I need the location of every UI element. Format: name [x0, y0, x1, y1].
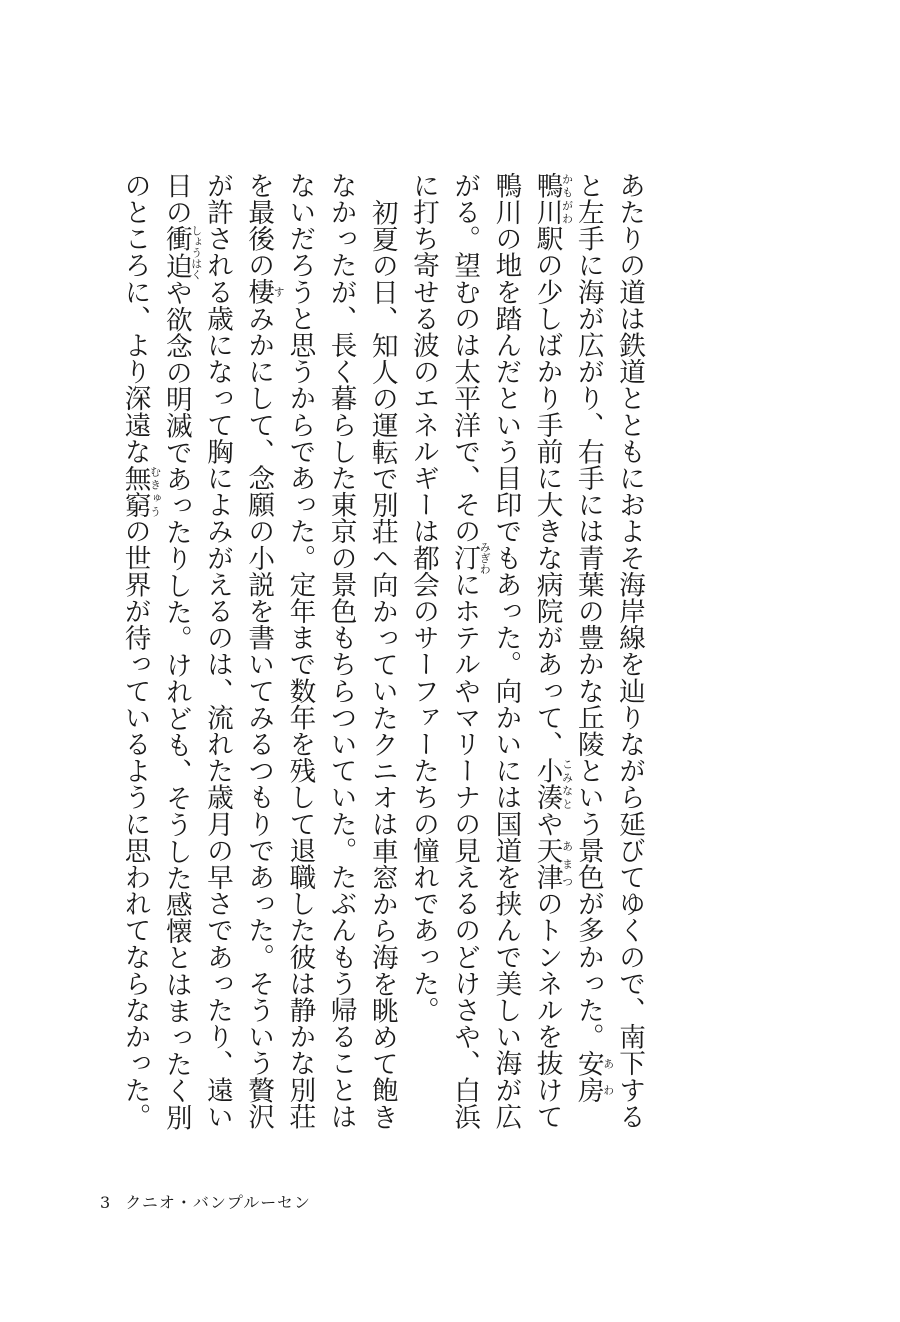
text-run: みかにして、念願の小説を書いてみるつもりであった。そういう贅沢が許される歳になって胸によみがえるのは、流れた歳月の早さであったり、遠い日の: [160, 172, 275, 1130]
ruby-base: 汀: [449, 541, 481, 575]
paragraph: [403, 172, 650, 1132]
text-run: の世界が待っているように思われてならなかった。: [119, 517, 151, 1130]
vertical-body-text: [114, 172, 650, 1132]
ruby-reading: かもがわ: [560, 172, 574, 226]
paragraph: [114, 172, 402, 1132]
ruby-annotated-word: [531, 757, 574, 811]
text-run: にホテルやマリーナの見えるのどけさや、白浜に打ち寄せる波のエネルギーは都会のサーファーたちの憧れであった。: [407, 172, 481, 1130]
ruby-base: 天津: [531, 837, 563, 891]
ruby-base: 無窮: [119, 464, 151, 518]
ruby-annotated-word: [531, 837, 574, 891]
ruby-base: 衝迫: [160, 224, 192, 280]
ruby-reading: す: [272, 278, 286, 305]
ruby-annotated-word: [449, 541, 492, 575]
text-run: 初夏の日、知人の運転で別荘へ向かっていたクニオは車窓から海を眺めて飽きなかったが、長く暮らした東京の景色もちらついていた。たぶんもう帰ることはないだろうと思うからであった。定年まで数年を残して退職した彼は静かな別荘を最後の: [243, 172, 398, 1130]
ruby-reading: こみなと: [560, 757, 574, 811]
ruby-base: 小湊: [531, 757, 563, 811]
ruby-annotated-word: [243, 278, 286, 306]
text-run: のトンネルを抜けて鴨川の地を踏んだという目印でもあった。向かいには国道を挟んで美しい海が広がる。望むのは太平洋で、その: [449, 172, 563, 1130]
ruby-reading: みぎわ: [478, 541, 492, 575]
ruby-annotated-word: [531, 172, 574, 226]
text-run: や欲念の明滅であったりした。けれども、そうした感懐とはまったく別のところに、より深遠な: [119, 172, 192, 1131]
ruby-base: 鴨川: [531, 172, 563, 226]
ruby-annotated-word: [572, 1049, 615, 1104]
text-run: や: [531, 810, 563, 838]
ruby-reading: あわ: [601, 1049, 615, 1104]
running-title: クニオ・バンプルーセン: [125, 1193, 311, 1212]
ruby-annotated-word: [119, 464, 162, 518]
text-run: 駅の少しばかり手前に大きな病院があって、: [531, 225, 563, 758]
page-number: 3: [100, 1193, 112, 1212]
page-footer: [100, 1190, 311, 1213]
ruby-reading: むきゅう: [148, 464, 162, 518]
ruby-annotated-word: [160, 224, 203, 280]
ruby-base: 安房: [572, 1049, 604, 1104]
ruby-base: 棲: [243, 278, 275, 306]
ruby-reading: あまつ: [560, 837, 574, 891]
text-run: あたりの道は鉄道とともにおよそ海岸線を辿りながら延びてゆくので、南下すると左手に海が広がり、右手には青葉の豊かな丘陵という景色が多かった。: [572, 172, 645, 1130]
ruby-reading: しょうはく: [189, 224, 203, 280]
